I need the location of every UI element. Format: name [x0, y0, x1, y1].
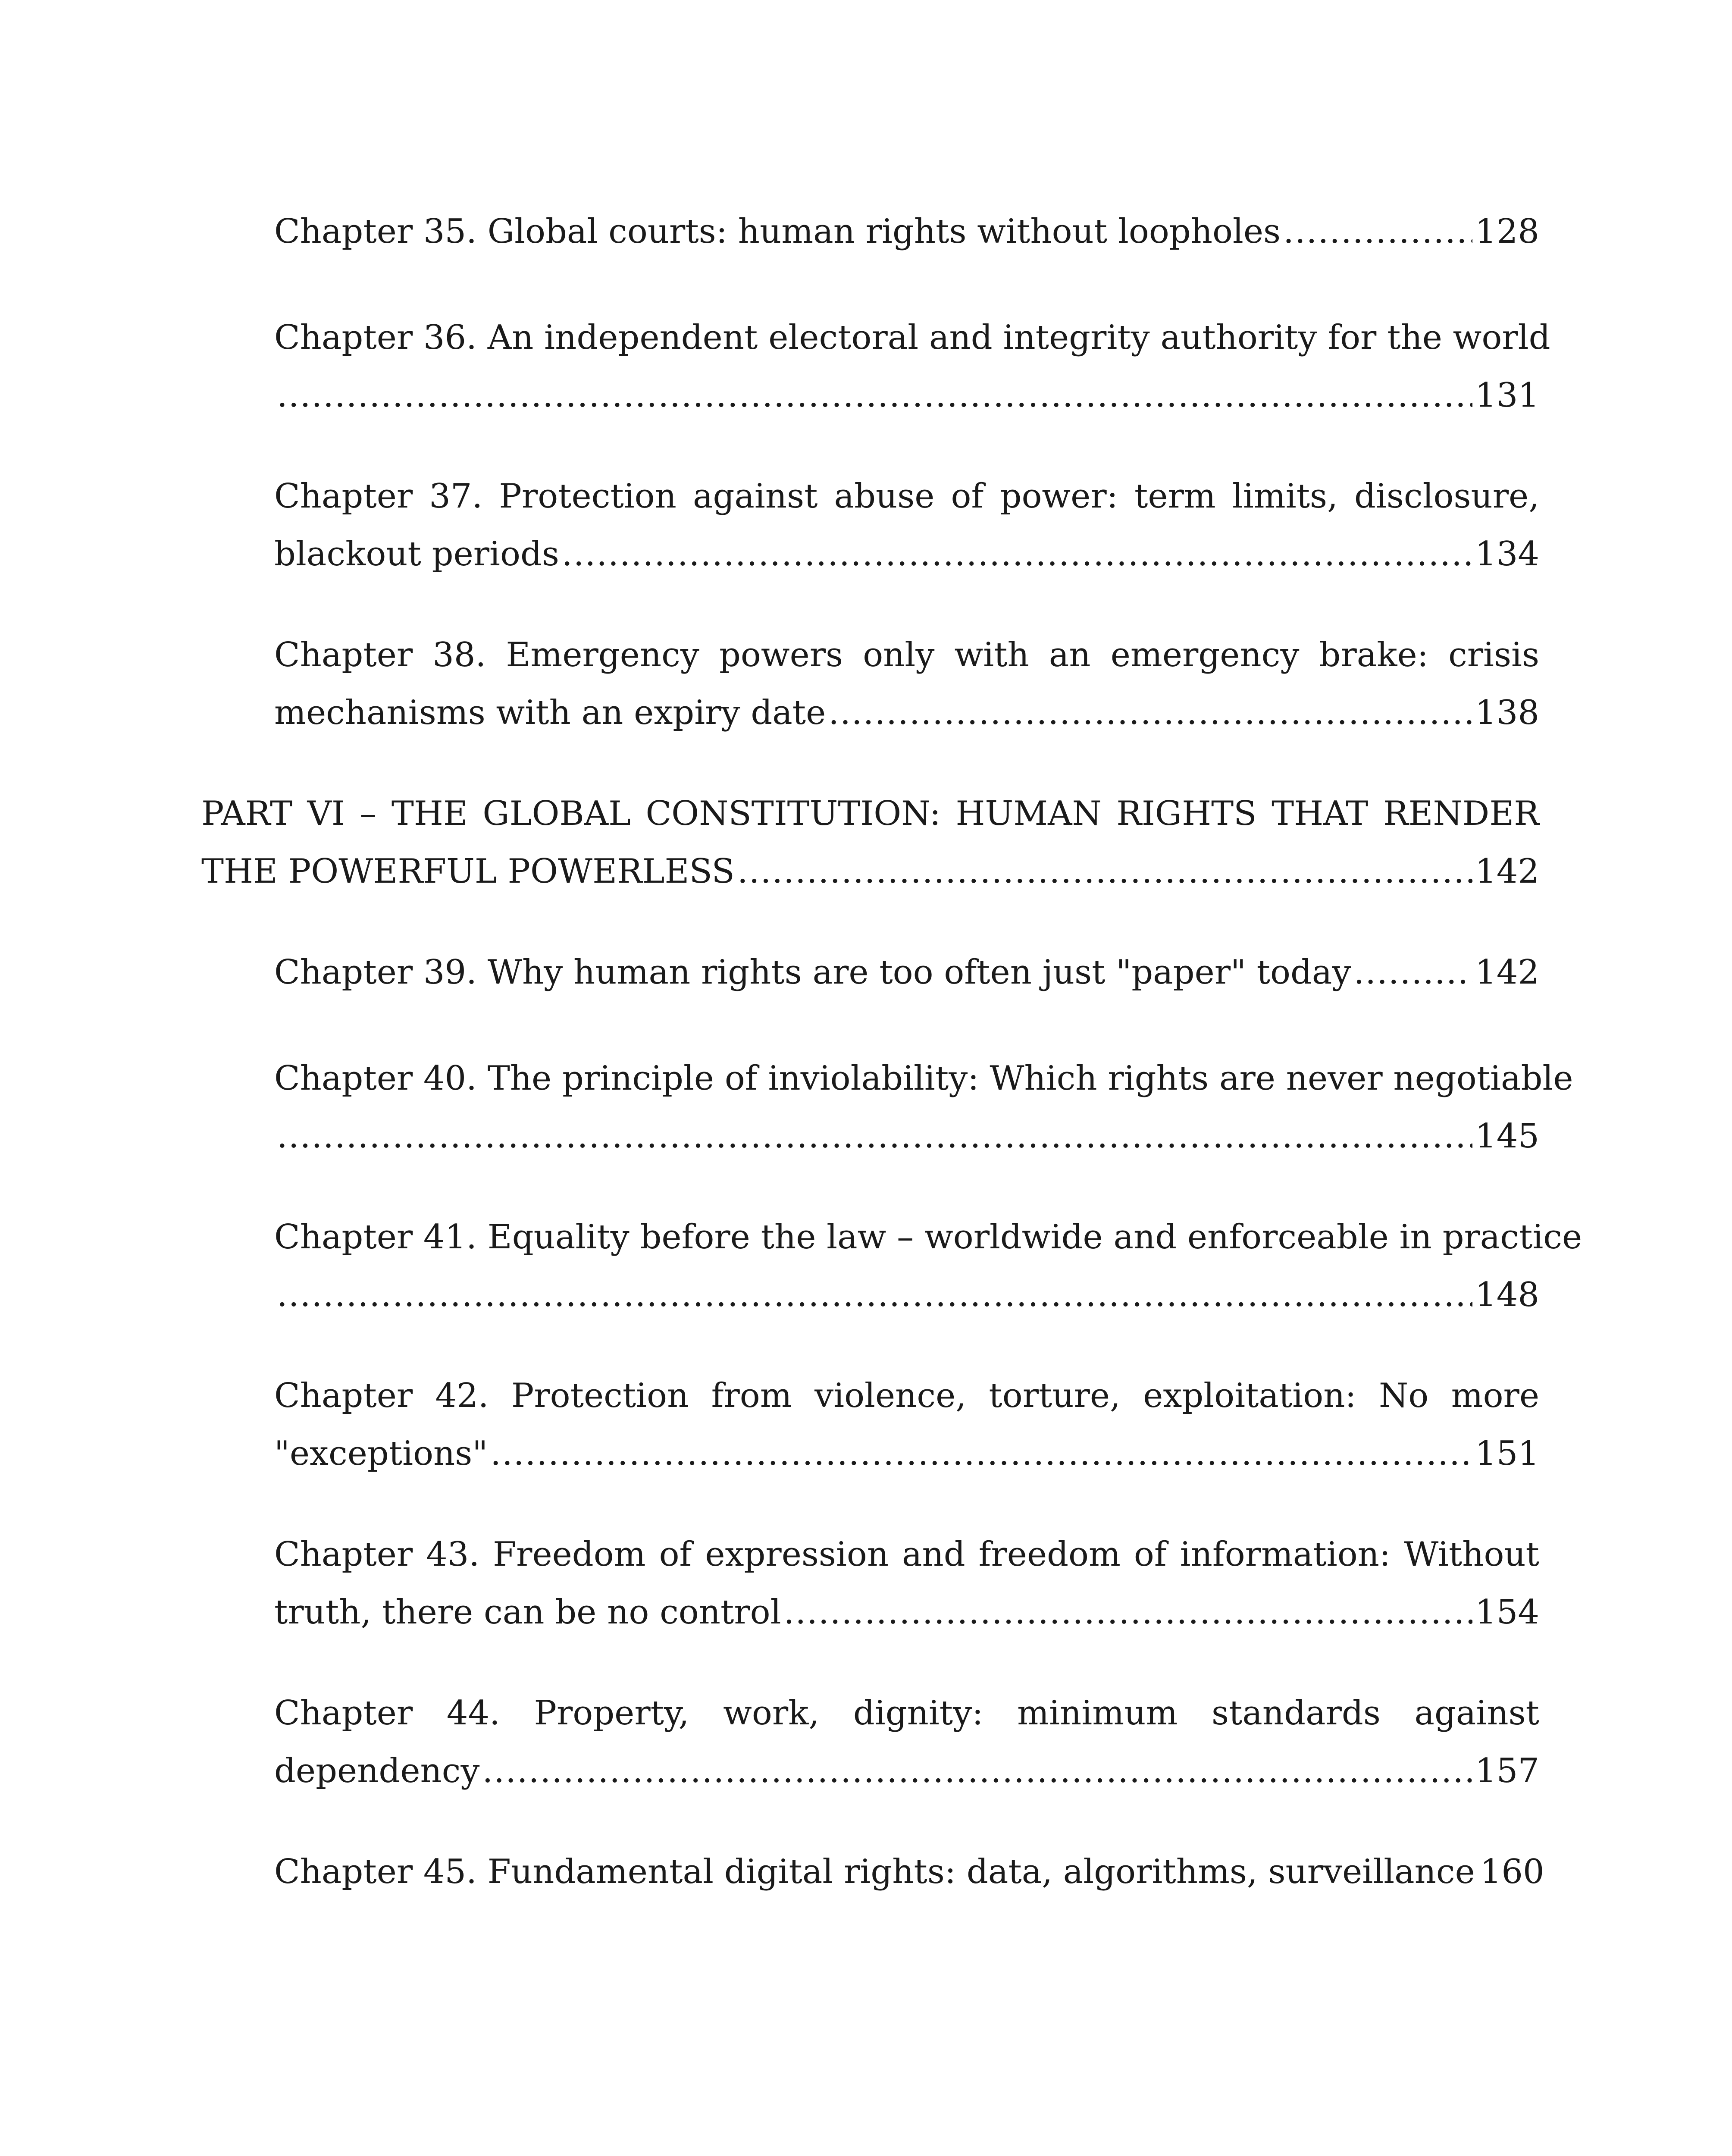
toc-page-number: 134 — [1475, 535, 1539, 573]
toc-page-number: 151 — [1475, 1434, 1539, 1473]
dot-leader — [277, 1107, 1472, 1165]
toc-entry-title-line: Chapter 36. An independent electoral and integrity authority for the world — [274, 318, 1550, 357]
toc-entry-line — [274, 1107, 1539, 1165]
toc-entry-line — [274, 203, 1539, 260]
toc-entry-line — [274, 1843, 1544, 1901]
toc-page-number: 157 — [1475, 1752, 1539, 1790]
toc-entry-title-line: Chapter 41. Equality before the law – worldwide and enforceable in practice — [274, 1218, 1582, 1257]
toc-entry-title-continued: "exceptions" — [274, 1434, 488, 1473]
toc-page-number: 142 — [1475, 953, 1539, 992]
toc-entry-line — [274, 1742, 1539, 1800]
dot-leader — [737, 843, 1472, 900]
toc-entry-chapter-40[interactable] — [274, 1050, 1573, 1165]
toc-page-number: 128 — [1475, 212, 1539, 251]
toc-entry-title-line: Chapter 38. Emergency powers only with an emergency brake: crisis — [274, 636, 1539, 674]
toc-entry-title-continued: blackout periods — [274, 535, 559, 573]
dot-leader — [828, 684, 1472, 742]
dot-leader — [1354, 943, 1473, 1001]
dot-leader — [562, 525, 1472, 583]
toc-entry-title-continued: dependency — [274, 1752, 480, 1790]
dot-leader — [490, 1425, 1472, 1482]
toc-entry-title: Chapter 39. Why human rights are too often just "paper" today — [274, 953, 1351, 992]
toc-entry-title-continued: mechanisms with an expiry date — [274, 693, 826, 732]
toc-entry-title-line: Chapter 43. Freedom of expression and freedom of information: Without — [274, 1535, 1539, 1574]
toc-entry-line — [274, 1583, 1539, 1641]
toc-page-number: 148 — [1475, 1275, 1539, 1314]
toc-entry-title: Chapter 45. Fundamental digital rights: data, algorithms, surveillance — [274, 1852, 1475, 1891]
toc-entry-title: Chapter 35. Global courts: human rights without loopholes — [274, 212, 1281, 251]
toc-page-number: 138 — [1475, 693, 1539, 732]
toc-entry-part-vi[interactable] — [201, 785, 1539, 900]
toc-entry-title-line: Chapter 42. Protection from violence, torture, exploitation: No more — [274, 1376, 1539, 1415]
toc-entry-title-line: PART VI – THE GLOBAL CONSTITUTION: HUMAN RIGHTS THAT RENDER — [201, 794, 1539, 833]
toc-entry-line — [274, 1425, 1539, 1482]
toc-page-number: 145 — [1475, 1117, 1539, 1156]
toc-entry-title-continued: THE POWERFUL POWERLESS — [201, 852, 735, 891]
toc-entry-line — [274, 367, 1539, 424]
toc-entry-title-continued: truth, there can be no control — [274, 1593, 781, 1632]
toc-entry-chapter-43[interactable] — [274, 1526, 1539, 1641]
dot-leader — [277, 1266, 1472, 1324]
dot-leader — [1283, 203, 1472, 260]
toc-entry-chapter-36[interactable] — [274, 309, 1550, 424]
toc-entry-line — [274, 684, 1539, 742]
toc-entry-chapter-35[interactable] — [274, 203, 1539, 260]
toc-entry-chapter-42[interactable] — [274, 1367, 1539, 1482]
toc-entry-chapter-38[interactable] — [274, 626, 1539, 742]
toc-page-number: 142 — [1475, 852, 1539, 891]
toc-entry-title-line: Chapter 40. The principle of inviolability: Which rights are never negotiable — [274, 1059, 1573, 1098]
toc-entry-line — [201, 843, 1539, 900]
toc-entry-chapter-45[interactable] — [274, 1843, 1544, 1901]
toc-page-number: 131 — [1475, 376, 1539, 415]
toc-entry-chapter-37[interactable] — [274, 467, 1539, 583]
toc-entry-title-line: Chapter 44. Property, work, dignity: minimum standards against — [274, 1694, 1539, 1733]
dot-leader — [277, 367, 1472, 424]
toc-entry-line — [274, 1266, 1539, 1324]
dot-leader — [784, 1583, 1473, 1641]
toc-entry-title-line: Chapter 37. Protection against abuse of power: term limits, disclosure, — [274, 477, 1539, 516]
toc-page-number: 154 — [1475, 1593, 1539, 1632]
dot-leader — [482, 1742, 1473, 1800]
toc-entry-line — [274, 525, 1539, 583]
toc-entry-line — [274, 943, 1539, 1001]
toc-page-number: 160 — [1480, 1852, 1544, 1891]
toc-entry-chapter-44[interactable] — [274, 1684, 1539, 1800]
toc-entry-chapter-41[interactable] — [274, 1208, 1582, 1324]
toc-entry-chapter-39[interactable] — [274, 943, 1539, 1001]
